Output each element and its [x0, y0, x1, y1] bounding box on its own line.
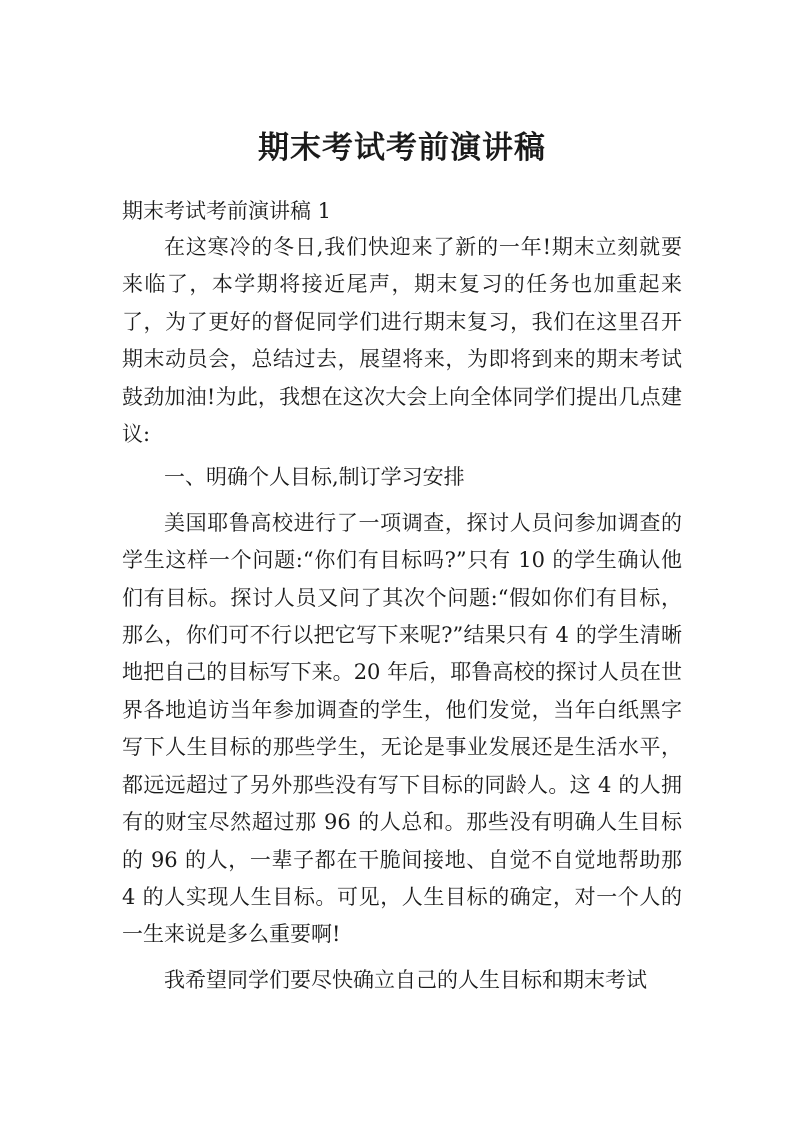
document-title: 期末考试考前演讲稿: [258, 130, 546, 166]
paragraph-hope: 我希望同学们要尽快确立自己的人生目标和期末考试: [164, 967, 647, 992]
paragraph-yale-survey: 美国耶鲁高校进行了一项调查，探讨人员问参加调查的学生这样一个问题:“你们有目标吗?”只有 10 的学生确认他们有目标。探讨人员又问了其次个问题:“假如你们有目标，那么，你们可不行以把它写下来呢?”结果只有 4 的学生清晰地把自己的目标写下来。20 年后，耶鲁高校的探讨人员在世界各地追访当年参加调查的学生，他们发觉，当年白纸黑字写下人生目标的那些学生，无论是事业发展还是生活水平，都远远超过了另外那些没有写下目标的同龄人。这 4 的人拥有的财宝尽然超过那 96 的人总和。那些没有明确人生目标的 96 的人，一辈子都在干脆间接地、自觉不自觉地帮助那 4 的人实现人生目标。可见，人生目标的确定，对一个人的一生来说是多么重要啊!: [122, 510, 682, 947]
paragraph-intro: 在这寒冷的冬日,我们快迎来了新的一年!期末立刻就要来临了，本学期将接近尾声，期末复习的任务也加重起来了，为了更好的督促同学们进行期末复习，我们在这里召开期末动员会，总结过去，展望将来，为即将到来的期末考试鼓劲加油!为此，我想在这次大会上向全体同学们提出几点建议:: [122, 235, 682, 447]
document-subtitle: 期末考试考前演讲稿 1: [122, 199, 332, 223]
section-heading-1: 一、明确个人目标,制订学习安排: [164, 465, 465, 490]
